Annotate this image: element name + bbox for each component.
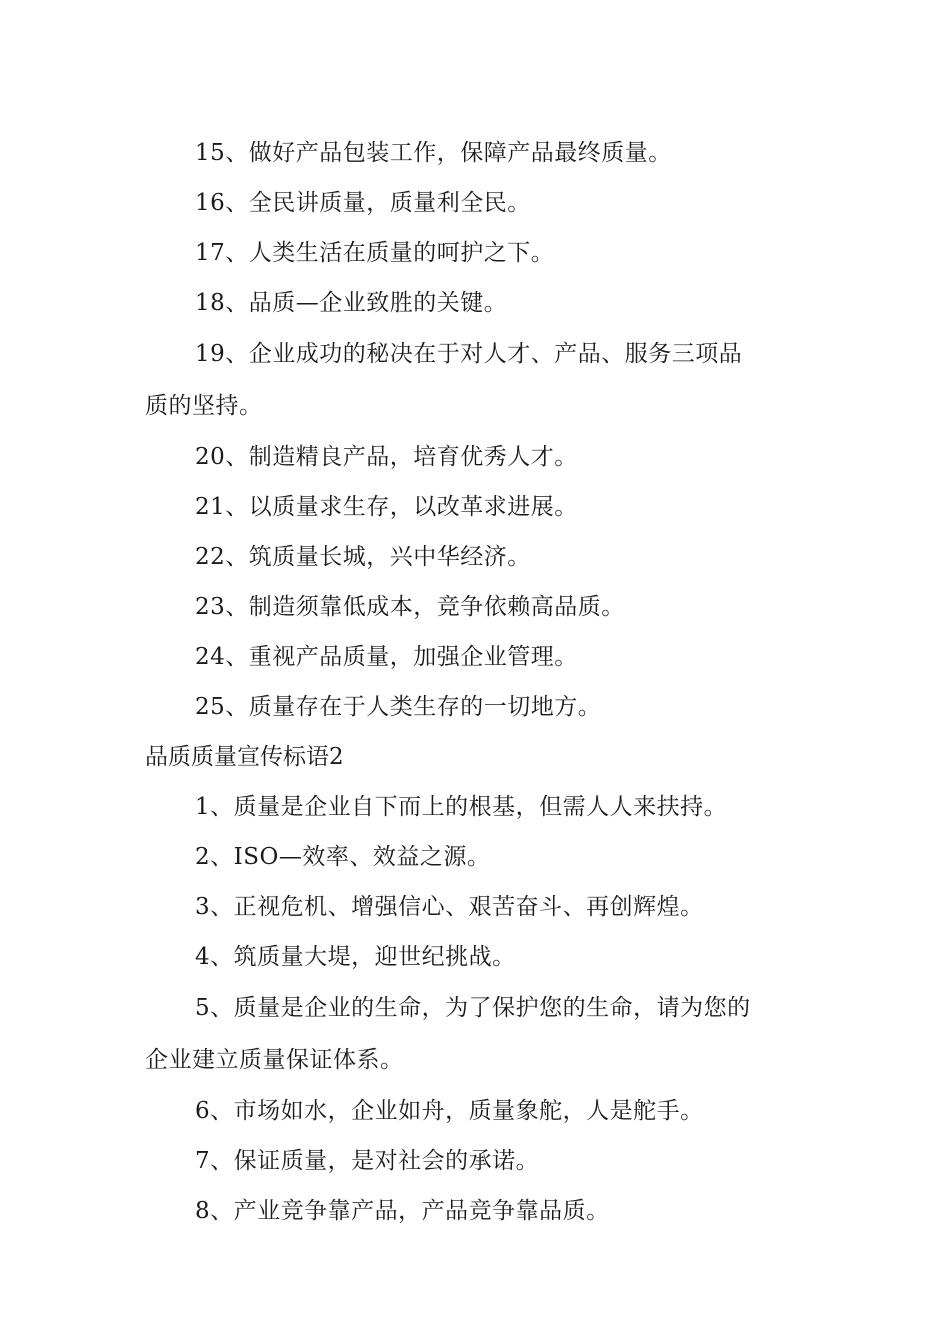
slogan-2-2: 2、ISO—效率、效益之源。 (195, 844, 491, 870)
slogan-20: 20、制造精良产品，培育优秀人才。 (195, 444, 578, 470)
slogan-24: 24、重视产品质量，加强企业管理。 (195, 644, 578, 670)
slogan-2-1: 1、质量是企业自下而上的根基，但需人人来扶持。 (195, 794, 728, 820)
slogan-25: 25、质量存在于人类生存的一切地方。 (195, 694, 602, 720)
slogan-19-line2: 质的坚持。 (145, 393, 263, 419)
slogan-23: 23、制造须靠低成本，竞争依赖高品质。 (195, 594, 625, 620)
slogan-21: 21、以质量求生存，以改革求进展。 (195, 494, 578, 520)
slogan-22: 22、筑质量长城，兴中华经济。 (195, 544, 531, 570)
slogan-17: 17、人类生活在质量的呵护之下。 (195, 240, 555, 266)
slogan-2-5-line2: 企业建立质量保证体系。 (145, 1047, 404, 1073)
slogan-2-4: 4、筑质量大堤，迎世纪挑战。 (195, 944, 516, 970)
slogan-18: 18、品质—企业致胜的关键。 (195, 290, 508, 316)
slogan-19-line1: 19、企业成功的秘决在于对人才、产品、服务三项品 (195, 341, 743, 367)
slogan-2-6: 6、市场如水，企业如舟，质量象舵，人是舵手。 (195, 1098, 704, 1124)
slogan-2-8: 8、产业竞争靠产品，产品竞争靠品质。 (195, 1198, 610, 1224)
section-heading: 品质质量宣传标语2 (145, 744, 344, 770)
slogan-2-3: 3、正视危机、增强信心、艰苦奋斗、再创辉煌。 (195, 894, 704, 920)
document-body (145, 128, 810, 1236)
slogan-2-5 (145, 982, 810, 1086)
slogan-2-5-line1: 5、质量是企业的生命，为了保护您的生命，请为您的 (195, 995, 751, 1021)
slogan-2-7: 7、保证质量，是对社会的承诺。 (195, 1148, 540, 1174)
slogan-19 (145, 328, 810, 432)
slogan-15: 15、做好产品包装工作，保障产品最终质量。 (195, 140, 672, 166)
slogan-16: 16、全民讲质量，质量利全民。 (195, 190, 531, 216)
